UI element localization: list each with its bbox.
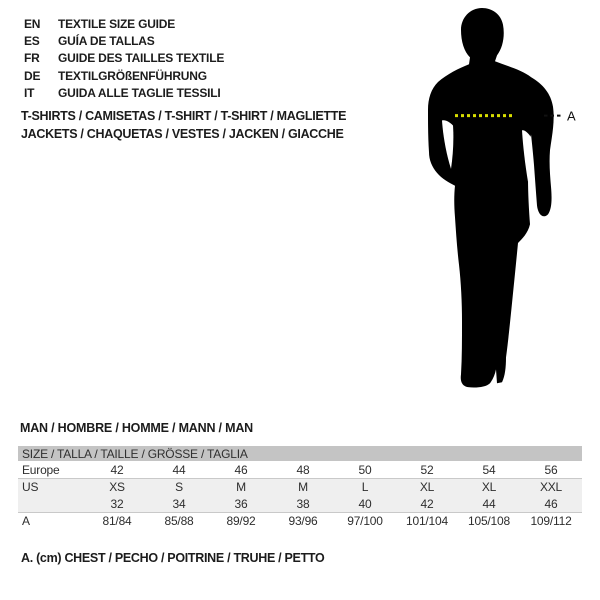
- table-row-europe: [18, 461, 582, 478]
- language-code: DE: [24, 68, 41, 83]
- size-cell: 48: [296, 462, 310, 477]
- language-row: [24, 50, 224, 67]
- size-cell: 44: [172, 462, 186, 477]
- size-cell: 105/108: [468, 514, 510, 528]
- table-row-us: [18, 478, 582, 495]
- size-cell: L: [361, 480, 369, 494]
- language-row: [24, 32, 224, 49]
- footnote-chest: A. (cm) CHEST / PECHO / POITRINE / TRUHE / PETTO: [21, 551, 325, 565]
- language-title: GUIDA ALLE TAGLIE TESSILI: [58, 85, 221, 100]
- size-cell: M: [236, 480, 246, 494]
- size-cell: M: [298, 480, 308, 494]
- size-cell: 42: [110, 462, 124, 477]
- size-cell: 54: [482, 462, 496, 477]
- size-cell: 32: [110, 496, 124, 511]
- row-label: Europe: [22, 462, 60, 477]
- size-cell: S: [175, 480, 183, 494]
- language-row: [24, 15, 224, 32]
- language-row: [24, 84, 224, 101]
- silhouette-image: [370, 5, 585, 400]
- language-row: [24, 67, 224, 84]
- size-cell: 85/88: [164, 514, 194, 528]
- size-cell: 36: [234, 496, 248, 511]
- language-list: [24, 15, 224, 101]
- size-cell: 46: [234, 462, 248, 477]
- size-cell: XL: [481, 480, 497, 494]
- size-table: [18, 446, 582, 529]
- category-line-tshirts: T-SHIRTS / CAMISETAS / T-SHIRT / T-SHIRT / MAGLIETTE: [21, 109, 347, 123]
- language-title: GUÍA DE TALLAS: [58, 33, 155, 48]
- category-block: [21, 108, 346, 143]
- man-silhouette-figure: [370, 5, 585, 400]
- language-code: EN: [24, 16, 41, 31]
- size-cell: 42: [420, 496, 434, 511]
- size-cell: XXL: [539, 480, 563, 494]
- size-cell: 101/104: [406, 514, 448, 528]
- size-table-header: SIZE / TALLA / TAILLE / GRÖSSE / TAGLIA: [18, 446, 582, 461]
- language-code: IT: [24, 85, 35, 100]
- size-cell: 56: [544, 462, 558, 477]
- language-title: TEXTILE SIZE GUIDE: [58, 16, 176, 31]
- table-row-numeric: [18, 495, 582, 512]
- language-code: ES: [24, 33, 40, 48]
- size-cell: 52: [420, 462, 434, 477]
- row-label: A: [22, 514, 30, 528]
- size-cell: 93/96: [288, 514, 318, 528]
- language-code: FR: [24, 51, 40, 66]
- size-cell: 97/100: [347, 514, 383, 528]
- language-title: TEXTILGRÖßENFÜHRUNG: [58, 68, 207, 83]
- row-label: US: [22, 480, 39, 494]
- table-row-chest: [18, 512, 582, 529]
- size-cell: 89/92: [226, 514, 256, 528]
- size-cell: 44: [482, 496, 496, 511]
- section-title-man: MAN / HOMBRE / HOMME / MANN / MAN: [20, 421, 253, 435]
- size-cell: 81/84: [102, 514, 132, 528]
- size-cell: XL: [419, 480, 435, 494]
- size-cell: 109/112: [530, 514, 572, 528]
- category-line-jackets: JACKETS / CHAQUETAS / VESTES / JACKEN / GIACCHE: [21, 126, 344, 141]
- language-title: GUIDE DES TAILLES TEXTILE: [58, 51, 225, 66]
- size-cell: 34: [172, 496, 186, 511]
- size-cell: XS: [109, 480, 125, 494]
- size-cell: 40: [358, 496, 372, 511]
- size-cell: 38: [296, 496, 310, 511]
- size-cell: 46: [544, 496, 558, 511]
- measure-label-a: A: [567, 108, 576, 124]
- size-cell: 50: [358, 462, 372, 477]
